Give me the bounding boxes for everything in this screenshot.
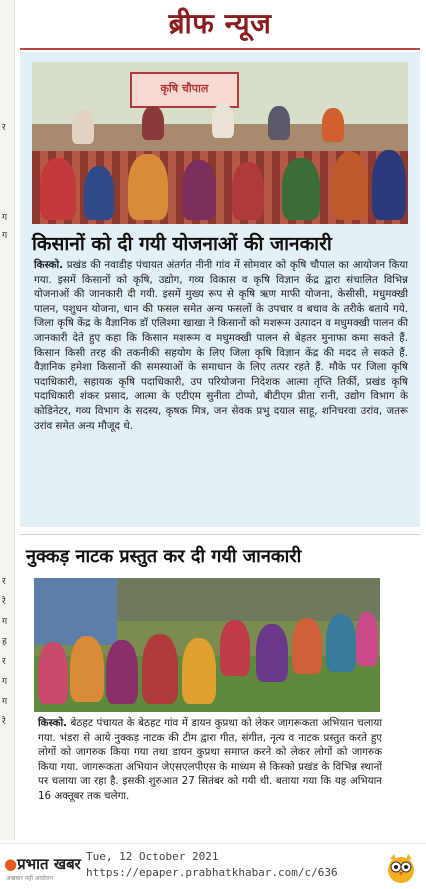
logo-tagline: अखबार नहीं आंदोलन bbox=[6, 875, 54, 882]
photo-person bbox=[220, 620, 250, 676]
photo-person bbox=[72, 110, 94, 144]
photo-person bbox=[232, 162, 264, 220]
photo-person bbox=[40, 158, 76, 220]
section-masthead bbox=[20, 4, 420, 46]
photo-person bbox=[212, 104, 234, 138]
photo-wall bbox=[34, 578, 117, 645]
farmers-meeting-photo bbox=[32, 62, 408, 224]
story-headline: नुक्कड़ नाटक प्रस्तुत कर दी गयी जानकारी bbox=[26, 546, 302, 567]
strip-char: र bbox=[2, 123, 6, 133]
story-dateline: किस्को. bbox=[34, 259, 64, 271]
strip-char: रे bbox=[2, 717, 6, 727]
photo-person bbox=[326, 614, 356, 672]
photo-person bbox=[182, 160, 216, 220]
adjacent-column-strip bbox=[0, 0, 15, 840]
photo-person bbox=[332, 152, 368, 220]
strip-char: ग bbox=[2, 697, 8, 707]
story-body-text: प्रखंड की नवाडीह पंचायत अंतर्गत नीनी गांव में सोमवार को कृषि चौपाल का आयोजन किया गया. इसमें किसानों को कृषि, उद्योग, गव्य विकास व कृषि विज्ञान केंद्र द्वारा संचालित विभिन्न योजनाओं की जानकारी दी गयी. इसमें मुख्य रूप से कृषि ऋण माफी योजना, केसीसी, मधुमक्खी पालन, पशुधन योजना, धान की फसल समेत अन्य फसलों के उपचार व बचाव के तरीके बताये गये. जिला कृषि केंद्र के वैज्ञानिक डॉ एलिश्मा खाखा ने किसानों को मशरूम उत्पादन व मधुमक्खी पालन की जानकारी देते हुए कहा कि किसान मशरूम व मधुमक्खी पालन से बेहतर मुनाफा कमा सकते हैं. किसान किसी तरह की तकनीकी सहयोग के लिए जिला कृषि विज्ञान केंद्र की मदद ले सकते हैं. वैज्ञानिक हमेशा किसानों की समस्याओं के समाधान के लिए तत्पर रहते हैं. मौके पर जिला कृषि पदाधिकारी, सहायक कृषि पदाधिकारी, उप परियोजना निदेशक आत्मा तृप्ति तिर्की, प्रखंड कृषि पदाधिकारी शंकर प्रसाद, आत्मा के एटीएम सुनीता टोप्पो, बीटीएम प्रीता रानी, उद्योग विभाग के कोडिनेटर, गव्य विभाग के सदस्य, कृषक मित्र, जन सेवक प्रभु दयाल साहू, शनिचरवा उरांव, जतरू उरांव समेत अन्य मौजूद थे. bbox=[34, 259, 409, 432]
photo-person bbox=[322, 108, 344, 142]
street-play-audience-photo bbox=[34, 578, 380, 712]
publication-date: Tue, 12 October 2021 bbox=[86, 850, 219, 863]
strip-char: ग bbox=[2, 231, 8, 241]
photo-person bbox=[182, 638, 216, 704]
strip-char: ग bbox=[2, 213, 8, 223]
photo-person bbox=[268, 106, 290, 140]
strip-char: ह bbox=[2, 637, 7, 647]
epaper-url[interactable]: https://epaper.prabhatkhabar.com/c/636 bbox=[86, 866, 338, 879]
strip-char: ग bbox=[2, 677, 8, 687]
section-title: ब्रीफ न्यूज bbox=[168, 7, 272, 40]
photo-person bbox=[356, 612, 378, 666]
strip-char: र bbox=[2, 577, 6, 587]
photo-person bbox=[142, 106, 164, 140]
strip-char: र bbox=[2, 657, 6, 667]
story-headline: किसानों को दी गयी योजनाओं की जानकारी bbox=[32, 233, 332, 255]
photo-person bbox=[256, 624, 288, 682]
masthead-rule bbox=[20, 48, 420, 50]
photo-person bbox=[70, 636, 104, 702]
story-farmers-schemes bbox=[20, 52, 420, 527]
photo-person bbox=[38, 642, 68, 704]
story-body-text: बेठहट पंचायत के बेठहट गांव में डायन कुप्रथा को लेकर जागरूकता अभियान चलाया गया. भंडरा से आये नुक्कड़ नाटक की टीम द्वारा गीत, संगीत, नृत्य व नाटक प्रस्तुत करते हुए लोगों को जागरुक किया गया तथा डायन कुप्रथा समाप्त करने को लेकर लोगों को जागरुक किया गया. जागरूकता अभियान जेएसएलपीएस के माध्यम से किस्को प्रखंड के विभिन्न स्थानों पर चलाया जा रहा है. इसकी शुरुआत 27 सितंबर को गयी थी. बताया गया कि यह अभियान 16 अक्तूबर तक चलेगा. bbox=[38, 717, 382, 802]
krishi-chaupal-banner: कृषि चौपाल bbox=[130, 72, 239, 108]
strip-char: ग bbox=[2, 617, 8, 627]
photo-person bbox=[84, 166, 114, 220]
photo-person bbox=[282, 158, 320, 220]
photo-person bbox=[106, 640, 138, 704]
photo-person bbox=[372, 150, 406, 220]
prabhat-khabar-logo: ●प्रभात खबर bbox=[4, 855, 81, 873]
logo-text: प्रभात खबर bbox=[17, 855, 81, 873]
story-dateline: किस्को. bbox=[38, 717, 68, 729]
strip-char: रे bbox=[2, 597, 6, 607]
photo-person bbox=[292, 618, 322, 674]
story-body bbox=[38, 716, 382, 804]
photo-person bbox=[142, 634, 178, 704]
owl-mascot-icon bbox=[386, 852, 416, 884]
epaper-footer bbox=[0, 843, 426, 889]
story-body bbox=[34, 258, 408, 433]
photo-person bbox=[128, 154, 168, 220]
story-divider bbox=[20, 534, 420, 535]
